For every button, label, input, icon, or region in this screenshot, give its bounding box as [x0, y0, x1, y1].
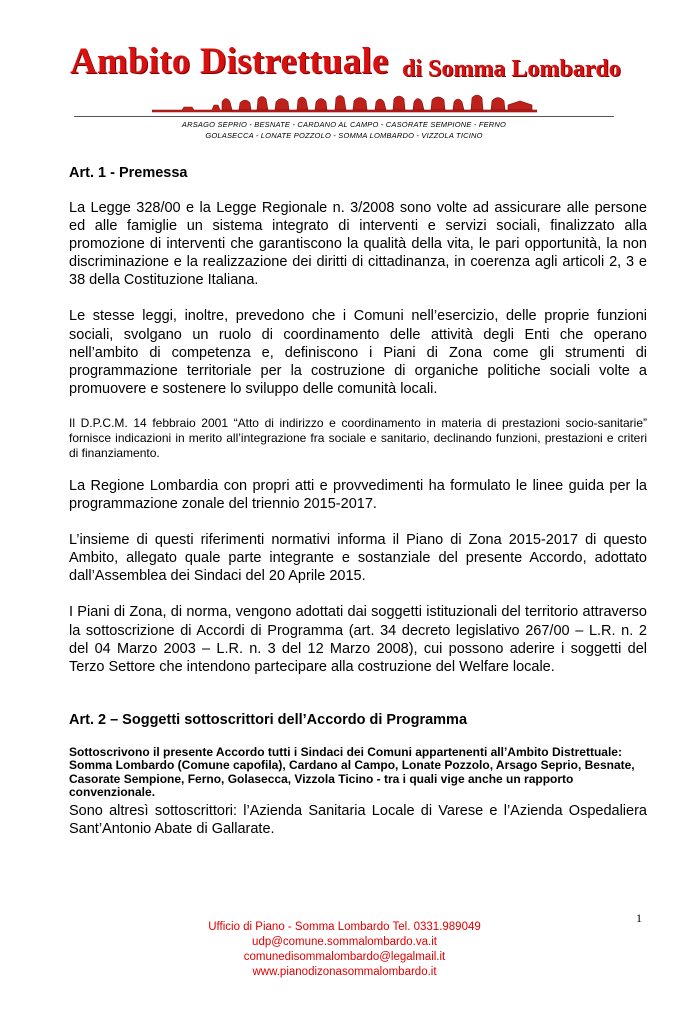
art1-paragraph-3: Il D.P.C.M. 14 febbraio 2001 “Atto di indirizzo e coordinamento in materia di prestazioni socio-sanitarie” fornisce indicazioni in merito all’integrazione fra sociale e sanitario, declinando funzioni, prestazioni e criteri di finanziamento.: [69, 415, 647, 460]
art2-signatories-bold: Sottoscrivono il presente Accordo tutti i Sindaci dei Comuni appartenenti all’Ambito Distrettuale: Somma Lombardo (Comune capofila), Cardano al Campo, Lonate Pozzolo, Arsago Seprio, Besnate, Casorate Sempione, Ferno, Golasecca, Vizzola Ticino - tra i quali vige anche un rapporto convenzionale.: [69, 744, 635, 800]
letterhead-subtitle: di Somma Lombardo: [402, 56, 621, 82]
letterhead: [0, 0, 689, 150]
art1-paragraph-2: Le stesse leggi, inoltre, prevedono che i Comuni nell’esercizio, delle proprie funzioni sociali, svolgano un ruolo di coordinamento delle attività degli Enti che operano nell’ambito di competenza e, definiscono i Piani di Zona come gli strumenti di programmazione territoriale per la costruzione di organiche politiche sociali volte a promuovere e sostenere lo sviluppo delle comunità locali.: [69, 308, 647, 397]
art1-paragraph-1: La Legge 328/00 e la Legge Regionale n. 3/2008 sono volte ad assicurare alle persone ed alle famiglie un sistema integrato di interventi e servizi sociali, finalizzato alla promozione di interventi che garantiscono la qualità della vita, le pari opportunità, la non discriminazione e la realizzazione dei diritti di cittadinanza, in coerenza agli articoli 2, 3 e 38 della Costituzione Italiana.: [69, 200, 647, 289]
art1-paragraph-5: L’insieme di questi riferimenti normativi informa il Piano di Zona 2015-2017 di questo Ambito, allegato quale parte integrante e sostanziale del presente Accordo, adottato dall’Assemblea dei Sindaci del 20 Aprile 2015.: [69, 532, 647, 585]
page-number: 1: [636, 911, 642, 925]
footer: [0, 920, 689, 980]
document-body: [69, 157, 647, 838]
art2-heading: Art. 2 – Soggetti sottoscrittori dell’Accordo di Programma: [69, 711, 468, 728]
art1-paragraph-4: La Regione Lombardia con propri atti e provvedimenti ha formulato le linee guida per la programmazione zonale del triennio 2015-2017.: [69, 477, 647, 513]
footer-office-phone: Ufficio di Piano - Somma Lombardo Tel. 0331.989049: [208, 921, 481, 933]
art1-heading: Art. 1 - Premessa: [69, 165, 188, 181]
decorative-figures-ornament: [152, 93, 537, 113]
letterhead-title: Ambito Distrettuale: [70, 41, 389, 82]
art1-paragraph-6: I Piani di Zona, di norma, vengono adottati dai soggetti istituzionali del territorio attraverso la sottoscrizione di Accordi di Programma (art. 34 decreto legislativo 267/00 – L.R. n. 2 del 04 Marzo 2003 – L.R. n. 3 del 12 Marzo 2008), cui possono aderire i soggetti del Terzo Settore che intendono partecipare alla costruzione del Welfare locale.: [69, 604, 647, 675]
footer-website-link[interactable]: www.pianodizonasommalombardo.it: [252, 966, 437, 978]
footer-pec-link[interactable]: comunedisommalombardo@legalmail.it: [243, 951, 446, 963]
footer-email-link[interactable]: udp@comune.sommalombardo.va.it: [252, 936, 437, 948]
member-towns-line-2: GOLASECCA - LONATE POZZOLO - SOMMA LOMBARDO - VIZZOLA TICINO: [205, 131, 483, 140]
art2-paragraph-1: Sono altresì sottoscrittori: l’Azienda Sanitaria Locale di Varese e l’Azienda Ospedaliera Sant’Antonio Abate di Gallarate.: [69, 802, 647, 837]
member-towns-line-1: ARSAGO SEPRIO - BESNATE - CARDANO AL CAMPO - CASORATE SEMPIONE - FERNO: [181, 120, 507, 129]
header-divider: [74, 116, 614, 117]
